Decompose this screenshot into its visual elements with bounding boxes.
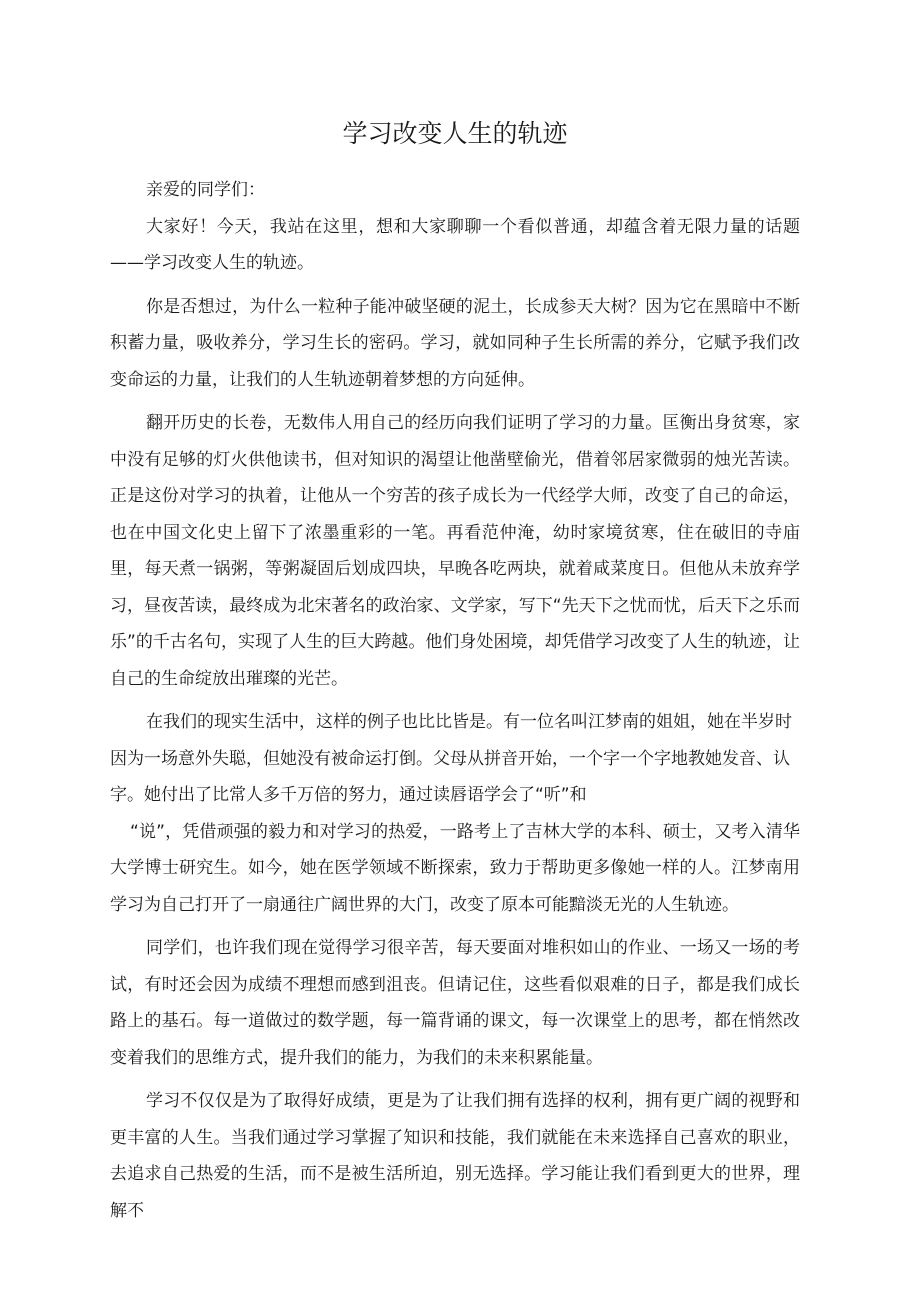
paragraph-5: 同学们，也许我们现在觉得学习很辛苦，每天要面对堆积如山的作业、一场又一场的考试，有时还会因为成绩不理想而感到沮丧。但请记住，这些看似艰难的日子，都是我们成长路上的基石。每一道做过的数学题，每一篇背诵的课文，每一次课堂上的思考，都在悄然改变着我们的思维方式，提升我们的能力，为我们的未来积累能量。	[110, 938, 800, 1068]
paragraph-4-continuation: “说”，凭借顽强的毅力和对学习的热爱，一路考上了吉林大学的本科、硕士，又考入清华大学博士研究生。如今，她在医学领域不断探索，致力于帮助更多像她一样的人。江梦南用学习为自己打开了一扇通往广阔世界的大门，改变了原本可能黯淡无光的人生轨迹。	[110, 821, 800, 915]
document-title: 学习改变人生的轨迹	[342, 119, 568, 148]
paragraph-6: 学习不仅仅是为了取得好成绩，更是为了让我们拥有选择的权利，拥有更广阔的视野和更丰富的人生。当我们通过学习掌握了知识和技能，我们就能在未来选择自己喜欢的职业，去追求自己热爱的生活，而不是被生活所迫，别无选择。学习能让我们看到更大的世界，理解不	[110, 1091, 800, 1221]
document-body	[110, 172, 800, 1229]
paragraph-3: 翻开历史的长卷，无数伟人用自己的经历向我们证明了学习的力量。匡衡出身贫寒，家中没有足够的灯火供他读书，但对知识的渴望让他凿壁偷光，借着邻居家微弱的烛光苦读。正是这份对学习的执着，让他从一个穷苦的孩子成长为一代经学大师，改变了自己的命运，也在中国文化史上留下了浓墨重彩的一笔。再看范仲淹，幼时家境贫寒，住在破旧的寺庙里，每天煮一锅粥，等粥凝固后划成四块，早晚各吃两块，就着咸菜度日。但他从未放弃学习，昼夜苦读，最终成为北宋著名的政治家、文学家，写下“先天下之忧而忧，后天下之乐而乐”的千古名句，实现了人生的巨大跨越。他们身处困境，却凭借学习改变了人生的轨迹，让自己的生命绽放出璀璨的光芒。	[110, 413, 800, 689]
paragraph-4: 在我们的现实生活中，这样的例子也比比皆是。有一位名叫江梦南的姐姐，她在半岁时因为一场意外失聪，但她没有被命运打倒。父母从拼音开始，一个字一个字地教她发音、认字。她付出了比常人多千万倍的努力，通过读唇语学会了“听”和	[110, 712, 792, 805]
paragraph-2: 你是否想过，为什么一粒种子能冲破坚硬的泥土，长成参天大树？因为它在黑暗中不断积蓄力量，吸收养分，学习生长的密码。学习，就如同种子生长所需的养分，它赋予我们改变命运的力量，让我们的人生轨迹朝着梦想的方向延伸。	[110, 296, 800, 390]
salutation: 亲爱的同学们：	[146, 180, 265, 200]
paragraph-1: 大家好！今天，我站在这里，想和大家聊聊一个看似普通，却蕴含着无限力量的话题——学习改变人生的轨迹。	[110, 216, 800, 273]
